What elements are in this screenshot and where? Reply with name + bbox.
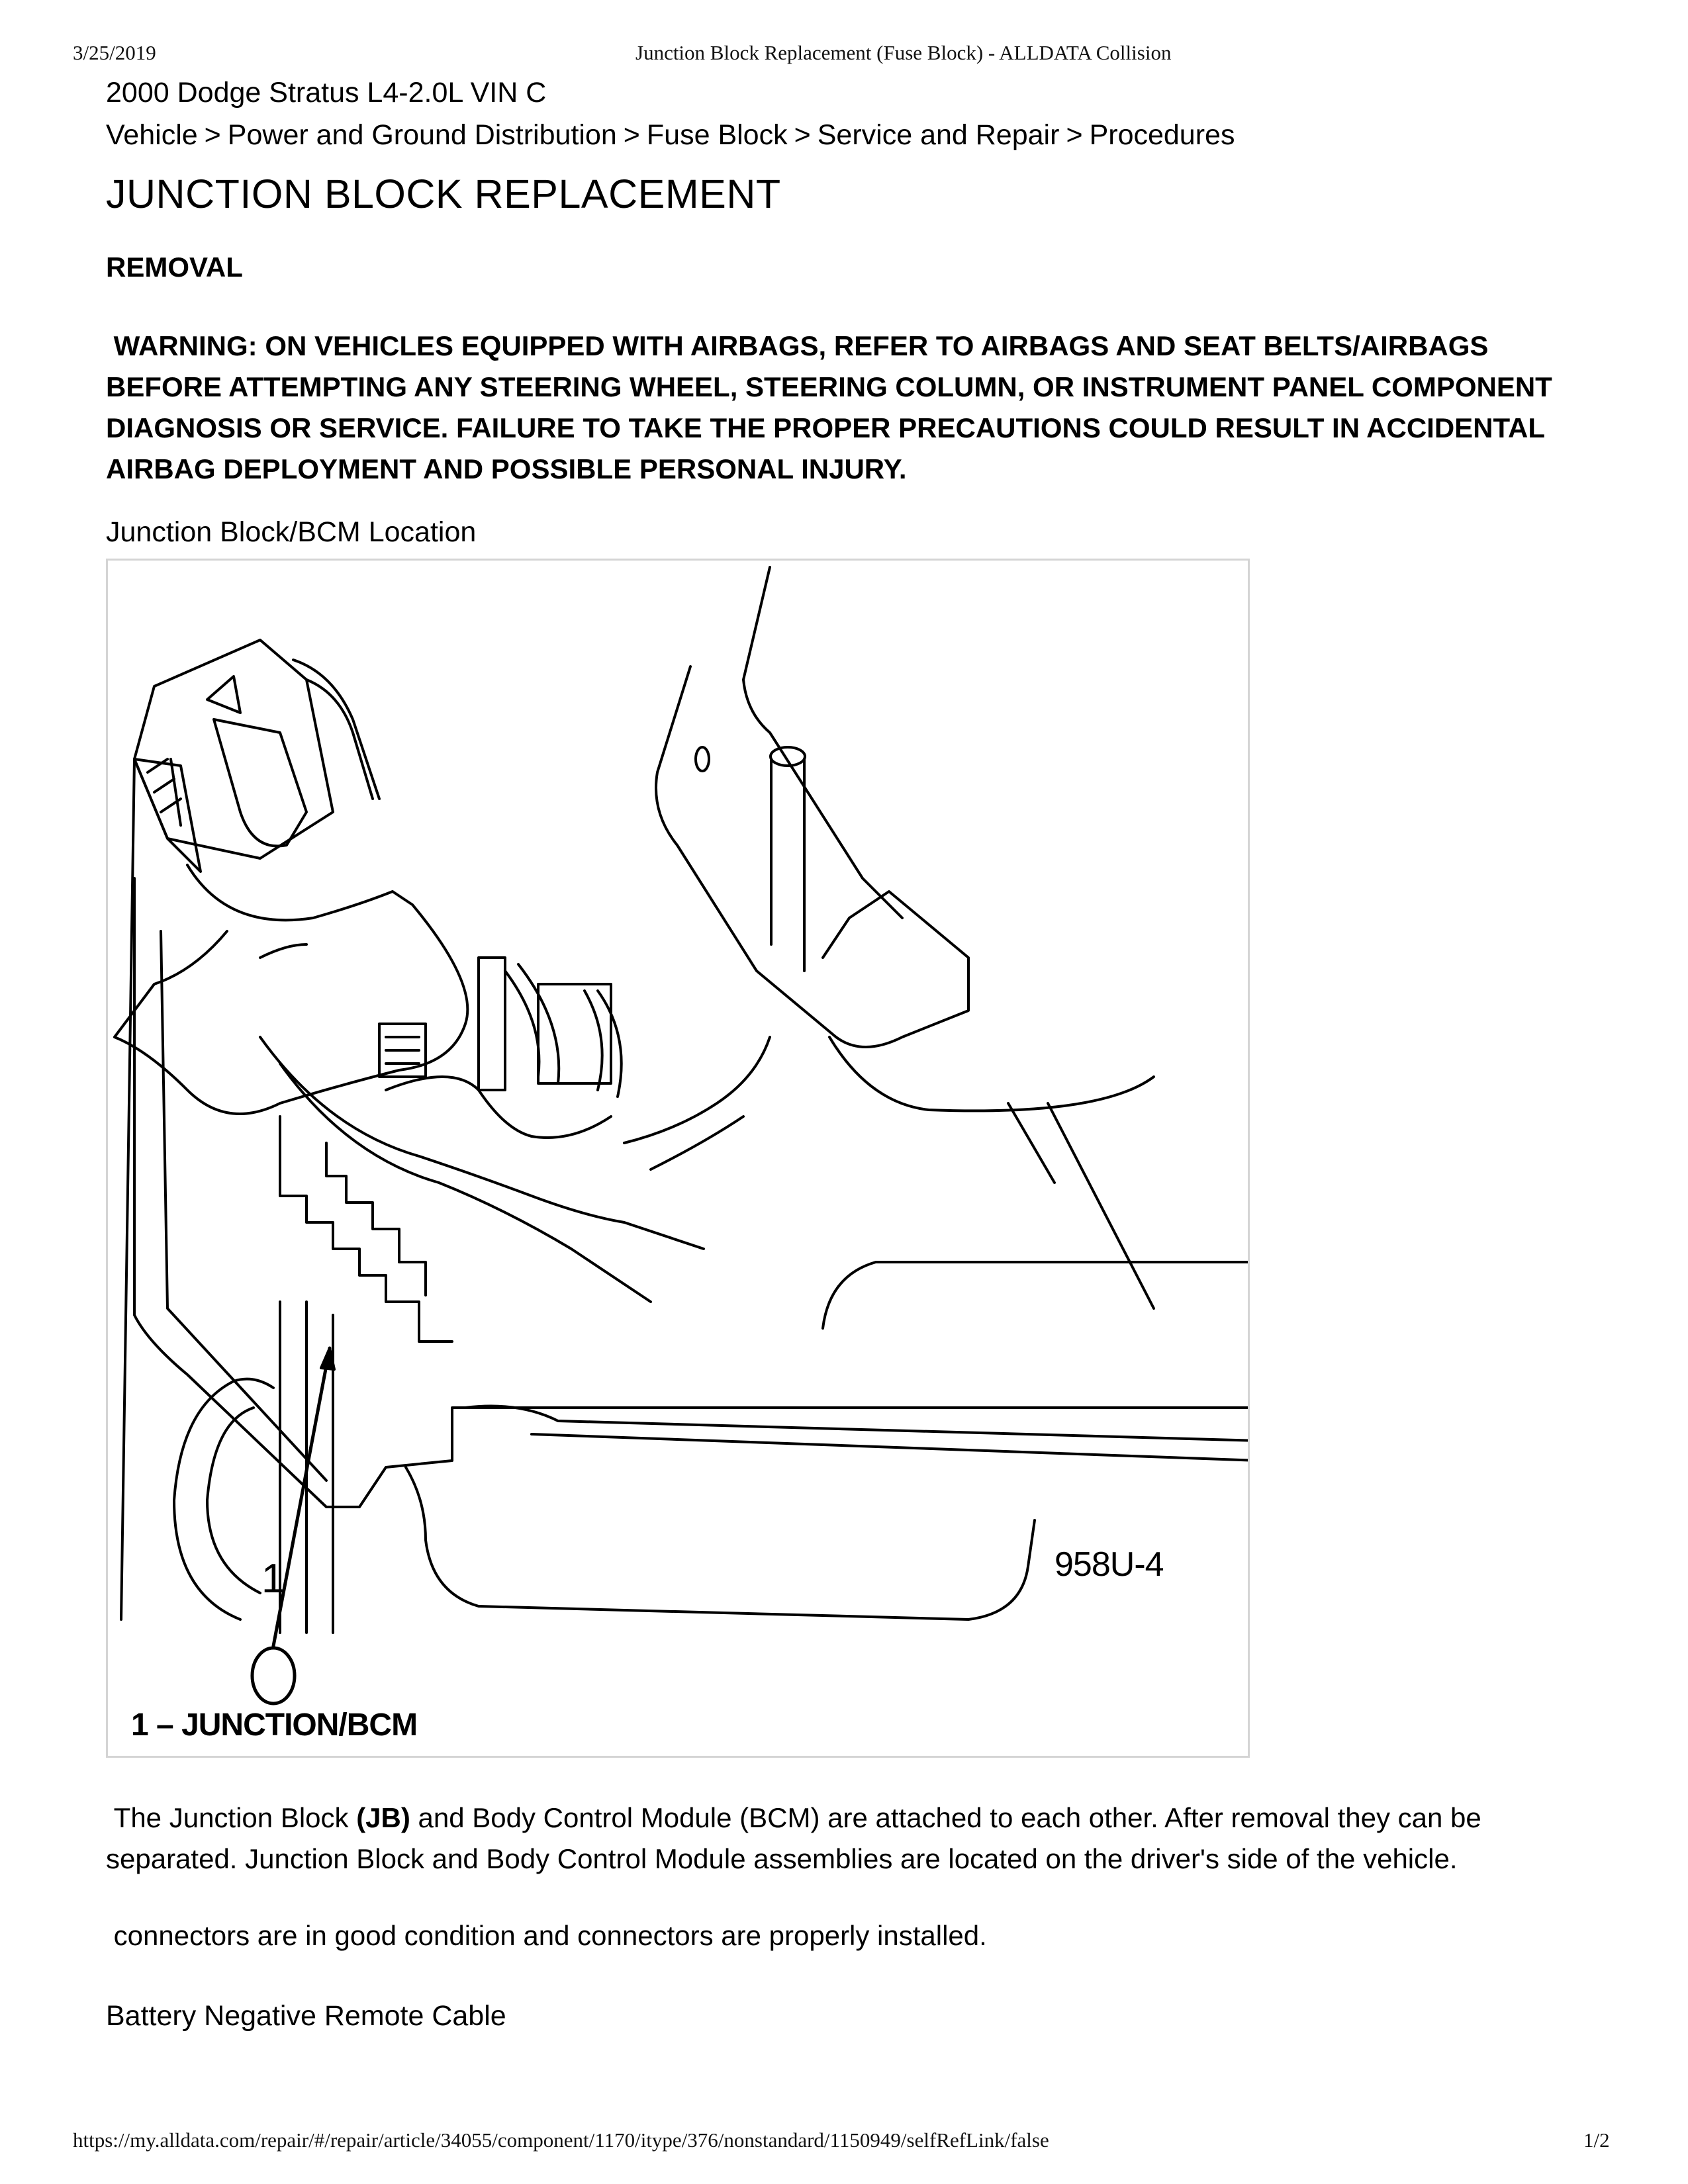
wire-bundle-top bbox=[293, 660, 379, 799]
breadcrumb-separator: > bbox=[1066, 119, 1083, 151]
connector-face bbox=[134, 759, 201, 872]
mid-connector-2 bbox=[479, 958, 505, 1090]
paragraph-connectors-text: connectors are in good condition and connectors are properly installed. bbox=[113, 1920, 987, 1951]
print-url: https://my.alldata.com/repair/#/repair/article/34055/component/1170/itype/376/nonstandard/1150949/selfRefLink/false bbox=[73, 2128, 1049, 2152]
connector-body bbox=[134, 640, 333, 858]
wire-loom-mid bbox=[386, 1077, 611, 1138]
print-date: 3/25/2019 bbox=[73, 41, 156, 64]
page-title: JUNCTION BLOCK REPLACEMENT bbox=[106, 171, 781, 216]
breadcrumb-separator: > bbox=[204, 119, 221, 151]
breadcrumb-item-procedures[interactable]: Procedures bbox=[1089, 119, 1235, 151]
paragraph-text-b: and Body Control Module (BCM) are attached to each other. After removal they can be separated. Junction Block and Body Control Module assemblies are located on the driver's side of the vehicle. bbox=[106, 1802, 1481, 1874]
harness-crease bbox=[260, 944, 306, 958]
article-content bbox=[106, 71, 1615, 2037]
dash-panel-edge bbox=[743, 567, 902, 918]
pin bbox=[771, 759, 804, 971]
breadcrumb bbox=[106, 114, 1615, 156]
warning-text bbox=[106, 326, 1615, 490]
junction-block-outline bbox=[134, 878, 1248, 1507]
junction-block-illustration bbox=[106, 559, 1250, 1758]
connector-triangle bbox=[207, 676, 240, 713]
tray-right-curve bbox=[823, 1262, 1248, 1328]
paragraph-connectors bbox=[106, 1915, 1615, 1956]
page-number: 1/2 bbox=[1583, 2128, 1610, 2152]
section-heading-removal: REMOVAL bbox=[106, 251, 243, 283]
connector-latch bbox=[214, 719, 306, 846]
print-page-title: Junction Block Replacement (Fuse Block) - ALLDATA Collision bbox=[635, 41, 1172, 64]
breadcrumb-separator: > bbox=[623, 119, 640, 151]
connector-grid bbox=[148, 759, 181, 825]
main-harness-2 bbox=[624, 1037, 770, 1169]
breadcrumb-item-service-repair[interactable]: Service and Repair bbox=[817, 119, 1060, 151]
lower-dash-curve bbox=[829, 1037, 1154, 1111]
abbrev-jb: (JB) bbox=[356, 1802, 410, 1833]
vehicle-title: 2000 Dodge Stratus L4-2.0L VIN C bbox=[106, 77, 547, 109]
paragraph-text-a: The Junction Block bbox=[113, 1802, 357, 1833]
junction-block-edge bbox=[161, 931, 326, 1480]
right-lines bbox=[1008, 1103, 1154, 1308]
fuse-steps-2 bbox=[326, 1143, 426, 1295]
callout-number: 1 bbox=[261, 1556, 285, 1602]
paragraph-junction-block bbox=[106, 1797, 1615, 1880]
breadcrumb-item-vehicle[interactable]: Vehicle bbox=[106, 119, 198, 151]
figure-code: 958U-4 bbox=[1055, 1545, 1164, 1584]
bracket-hole bbox=[696, 747, 709, 771]
warning-body: WARNING: ON VEHICLES EQUIPPED WITH AIRBAGS, REFER TO AIRBAGS AND SEAT BELTS/AIRBAGS BEFORE ATTEMPTING ANY STEERING WHEEL, STEERING COLUMN, OR INSTRUMENT PANEL COMPONENT DIAGNOSIS OR SERVICE. FAILURE TO TAKE THE PROPER PRECAUTIONS COULD RESULT IN ACCIDENTAL AIRBAG DEPLOYMENT AND POSSIBLE PERSONAL INJURY. bbox=[106, 330, 1552, 484]
breadcrumb-separator: > bbox=[794, 119, 811, 151]
figure-legend: 1 – JUNCTION/BCM bbox=[131, 1707, 418, 1743]
lower-tray bbox=[406, 1467, 1035, 1619]
breadcrumb-item-fuse-block[interactable]: Fuse Block bbox=[646, 119, 788, 151]
callout-circle bbox=[252, 1648, 295, 1704]
round-duct bbox=[174, 1379, 273, 1619]
subheading-battery-cable: Battery Negative Remote Cable bbox=[106, 2000, 506, 2032]
figure-caption: Junction Block/BCM Location bbox=[106, 516, 477, 548]
breadcrumb-item-power-ground[interactable]: Power and Ground Distribution bbox=[227, 119, 617, 151]
tray-top bbox=[465, 1406, 1248, 1461]
bracket-outline bbox=[656, 666, 968, 1047]
